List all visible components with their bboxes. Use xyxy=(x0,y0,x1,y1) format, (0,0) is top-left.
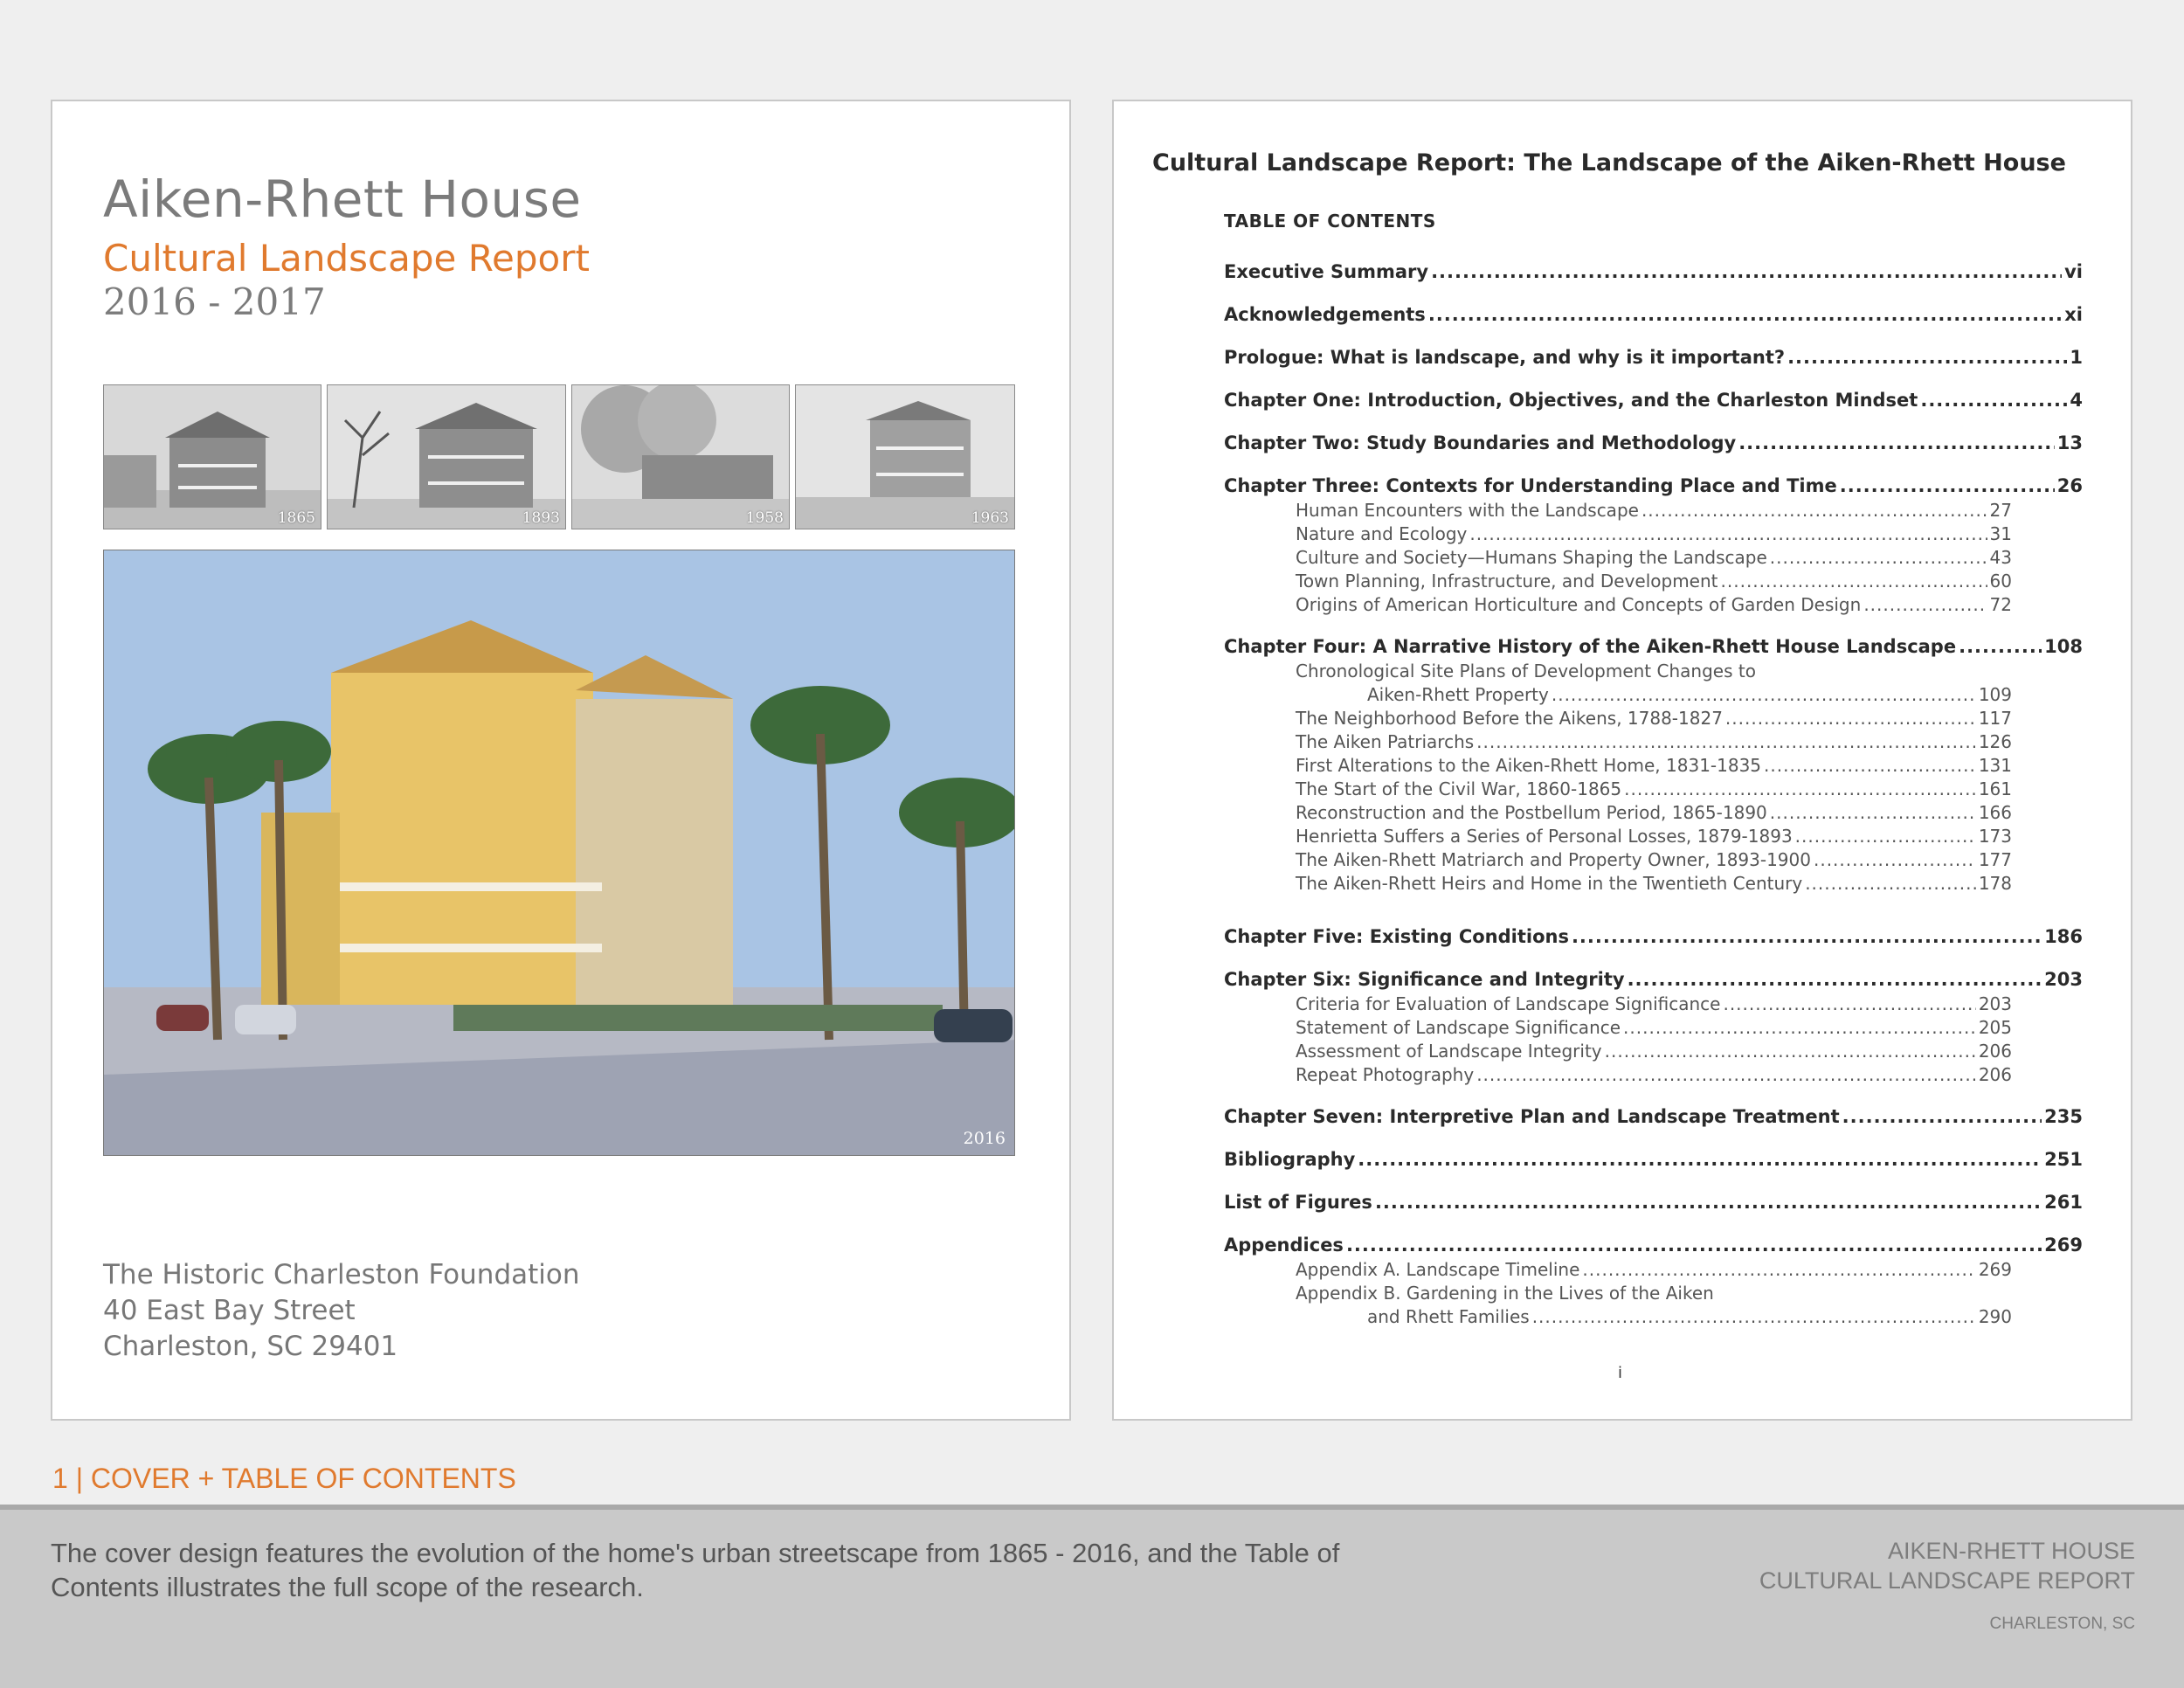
cover-page xyxy=(51,100,1071,1421)
toc-entry-title: Chapter Five: Existing Conditions xyxy=(1224,926,1569,947)
page-number: i xyxy=(1618,1364,1623,1382)
toc-subentry-title: Aiken-Rhett Property xyxy=(1367,684,1549,705)
toc-subentry-page: 117 xyxy=(1978,708,2012,729)
address-line-3: Charleston, SC 29401 xyxy=(103,1331,398,1362)
toc-label: TABLE OF CONTENTS xyxy=(1224,211,1436,232)
toc-subentry-page: 161 xyxy=(1978,778,2012,799)
toc-entry-title: Chapter One: Introduction, Objectives, and the Charleston Mindset xyxy=(1224,390,1918,411)
toc-entry-title: Chapter Seven: Interpretive Plan and Landscape Treatment xyxy=(1224,1106,1840,1127)
figure-label: 1 | COVER + TABLE OF CONTENTS xyxy=(52,1463,516,1494)
toc-subentry-title: The Aiken-Rhett Heirs and Home in the Twentieth Century xyxy=(1296,873,1803,894)
toc-subentry-page: 269 xyxy=(1978,1259,2012,1280)
toc-report-title: Cultural Landscape Report: The Landscape of the Aiken-Rhett House xyxy=(1152,149,2066,176)
toc-subentry-page: 131 xyxy=(1978,755,2012,776)
thumbnail-year: 1958 xyxy=(745,509,784,527)
toc-subentry-title: The Start of the Civil War, 1860-1865 xyxy=(1296,778,1622,799)
historic-photo-3 xyxy=(571,384,790,529)
toc-subentry-title: Repeat Photography xyxy=(1296,1064,1475,1085)
toc-entry-page: 1 xyxy=(2070,347,2083,368)
toc-subentry[interactable] xyxy=(1296,708,2012,731)
toc-entry-appendices[interactable] xyxy=(1224,1235,2083,1259)
toc-subentry[interactable] xyxy=(1367,684,2012,708)
toc-entry-page: 269 xyxy=(2044,1235,2083,1256)
toc-subentry[interactable] xyxy=(1296,755,2012,778)
toc-entry-chapter-three[interactable] xyxy=(1224,475,2083,500)
toc-entry-acknowledgements[interactable] xyxy=(1224,304,2083,329)
toc-subentry-line: Appendix B. Gardening in the Lives of the Aiken xyxy=(1296,1283,1714,1304)
toc-subentry-title: Town Planning, Infrastructure, and Development xyxy=(1296,571,1718,591)
toc-subentry-title: First Alterations to the Aiken-Rhett Home, 1831-1835 xyxy=(1296,755,1762,776)
toc-subentry-title: Origins of American Horticulture and Concepts of Garden Design xyxy=(1296,594,1862,615)
toc-entry-title: Acknowledgements xyxy=(1224,304,1426,325)
toc-subentry[interactable] xyxy=(1296,993,2012,1017)
toc-entry-page: 13 xyxy=(2056,432,2083,453)
toc-entry-page: 26 xyxy=(2056,475,2083,496)
toc-entry-chapter-five[interactable] xyxy=(1224,926,2083,951)
historic-photo-1 xyxy=(103,384,321,529)
toc-subentry-title: Nature and Ecology xyxy=(1296,523,1468,544)
toc-entry-page: 186 xyxy=(2044,926,2083,947)
toc-entry-page: 4 xyxy=(2070,390,2083,411)
toc-entry-chapter-seven[interactable] xyxy=(1224,1106,2083,1131)
toc-subentry[interactable] xyxy=(1296,571,2012,594)
toc-entry-list-of-figures[interactable] xyxy=(1224,1192,2083,1216)
toc-subentry-page: 177 xyxy=(1978,849,2012,870)
toc-subentry[interactable] xyxy=(1296,849,2012,873)
toc-subentry-title: Criteria for Evaluation of Landscape Significance xyxy=(1296,993,1721,1014)
toc-subentry-page: 178 xyxy=(1978,873,2012,894)
thumbnail-year: 1963 xyxy=(971,509,1009,527)
brand-line-1: AIKEN-RHETT HOUSE xyxy=(1887,1538,2135,1564)
toc-subentry-title: Assessment of Landscape Integrity xyxy=(1296,1041,1602,1062)
brand-line-2: CULTURAL LANDSCAPE REPORT xyxy=(1759,1567,2135,1594)
toc-entry-title: Appendices xyxy=(1224,1235,1344,1256)
toc-subentry[interactable] xyxy=(1367,1306,2012,1330)
address-line-2: 40 East Bay Street xyxy=(103,1295,356,1326)
toc-subentry-page: 205 xyxy=(1978,1017,2012,1038)
toc-entry-title: Chapter Four: A Narrative History of the Aiken-Rhett House Landscape xyxy=(1224,636,1957,657)
table-of-contents-page xyxy=(1112,100,2132,1421)
toc-subentry-title: Culture and Society—Humans Shaping the Landscape xyxy=(1296,547,1767,568)
toc-entry-page: 108 xyxy=(2044,636,2083,657)
toc-entry-chapter-two[interactable] xyxy=(1224,432,2083,457)
thumbnail-year: 1893 xyxy=(522,509,560,527)
toc-subentry-page: 72 xyxy=(1989,594,2012,615)
toc-subentry-title: Statement of Landscape Significance xyxy=(1296,1017,1621,1038)
historic-photo-4 xyxy=(795,384,1015,529)
cover-years: 2016 - 2017 xyxy=(103,280,326,323)
toc-entry-title: List of Figures xyxy=(1224,1192,1372,1213)
toc-subentry-title: Appendix A. Landscape Timeline xyxy=(1296,1259,1580,1280)
toc-subentry[interactable] xyxy=(1296,731,2012,755)
thumbnail-year: 1865 xyxy=(277,509,315,527)
toc-subentry-title: The Aiken-Rhett Matriarch and Property Owner, 1893-1900 xyxy=(1296,849,1811,870)
toc-entry-chapter-six[interactable] xyxy=(1224,969,2083,993)
footer-band xyxy=(0,1505,2184,1688)
cover-subtitle: Cultural Landscape Report xyxy=(103,237,590,280)
historic-photo-2 xyxy=(327,384,566,529)
toc-subentry-title: Reconstruction and the Postbellum Period, 1865-1890 xyxy=(1296,802,1767,823)
toc-entry-executive-summary[interactable] xyxy=(1224,261,2083,286)
toc-subentry-title: Henrietta Suffers a Series of Personal Losses, 1879-1893 xyxy=(1296,826,1793,847)
cover-title: Aiken-Rhett House xyxy=(103,169,582,229)
toc-subentry[interactable] xyxy=(1296,1064,2012,1088)
toc-subentry-page: 60 xyxy=(1989,571,2012,591)
toc-subentry[interactable] xyxy=(1296,1041,2012,1064)
toc-subentry[interactable] xyxy=(1296,1259,2012,1283)
toc-subentry-title: The Aiken Patriarchs xyxy=(1296,731,1475,752)
toc-subentry-page: 126 xyxy=(1978,731,2012,752)
toc-subentry[interactable] xyxy=(1296,873,2012,896)
toc-subentry[interactable] xyxy=(1296,802,2012,826)
toc-entry-title: Bibliography xyxy=(1224,1149,1356,1170)
toc-subentry-page: 43 xyxy=(1989,547,2012,568)
toc-entry-bibliography[interactable] xyxy=(1224,1149,2083,1173)
toc-subentry-page: 206 xyxy=(1978,1041,2012,1062)
toc-entry-page: xi xyxy=(2064,304,2083,325)
toc-entry-page: 251 xyxy=(2044,1149,2083,1170)
toc-entry-chapter-four[interactable] xyxy=(1224,636,2083,661)
toc-subentry-page: 290 xyxy=(1978,1306,2012,1327)
toc-subentry-page: 31 xyxy=(1989,523,2012,544)
toc-entry-page: 203 xyxy=(2044,969,2083,990)
toc-subentry[interactable] xyxy=(1296,826,2012,849)
toc-subentry[interactable] xyxy=(1296,523,2012,547)
toc-entry-title: Chapter Six: Significance and Integrity xyxy=(1224,969,1625,990)
toc-subentry-title: Human Encounters with the Landscape xyxy=(1296,500,1639,521)
toc-subentry-page: 203 xyxy=(1978,993,2012,1014)
toc-subentry-title: and Rhett Families xyxy=(1367,1306,1530,1327)
toc-entry-title: Prologue: What is landscape, and why is it important? xyxy=(1224,347,1786,368)
toc-subentry[interactable] xyxy=(1296,500,2012,523)
toc-subentry-page: 206 xyxy=(1978,1064,2012,1085)
photo-year: 2016 xyxy=(963,1129,1006,1148)
toc-subentry-page: 27 xyxy=(1989,500,2012,521)
toc-subentry[interactable] xyxy=(1296,594,2012,618)
toc-entry-title: Chapter Two: Study Boundaries and Methodology xyxy=(1224,432,1737,453)
toc-entry-page: 235 xyxy=(2044,1106,2083,1127)
toc-entry-prologue[interactable] xyxy=(1224,347,2083,371)
toc-subentry-page: 109 xyxy=(1978,684,2012,705)
toc-entry-page: 261 xyxy=(2044,1192,2083,1213)
brand-line-3: CHARLESTON, SC xyxy=(1989,1615,2135,1633)
toc-subentry-line: Chronological Site Plans of Development Changes to xyxy=(1296,661,1756,681)
toc-entry-chapter-one[interactable] xyxy=(1224,390,2083,414)
toc-subentry-title: The Neighborhood Before the Aikens, 1788-1827 xyxy=(1296,708,1723,729)
toc-subentry-page: 173 xyxy=(1978,826,2012,847)
toc-subentry[interactable] xyxy=(1296,1017,2012,1041)
toc-entry-title: Executive Summary xyxy=(1224,261,1429,282)
address-line-1: The Historic Charleston Foundation xyxy=(103,1259,580,1290)
toc-entry-page: vi xyxy=(2064,261,2083,282)
toc-subentry[interactable] xyxy=(1296,778,2012,802)
toc-subentry[interactable] xyxy=(1296,547,2012,571)
toc-subentry-page: 166 xyxy=(1978,802,2012,823)
house-photo-2016 xyxy=(103,550,1015,1156)
toc-entry-title: Chapter Three: Contexts for Understanding Place and Time xyxy=(1224,475,1837,496)
figure-caption: The cover design features the evolution of the home's urban streetscape from 1865 - 2016, and the Table of Contents illustrates the full scope of the research. xyxy=(51,1538,1340,1602)
